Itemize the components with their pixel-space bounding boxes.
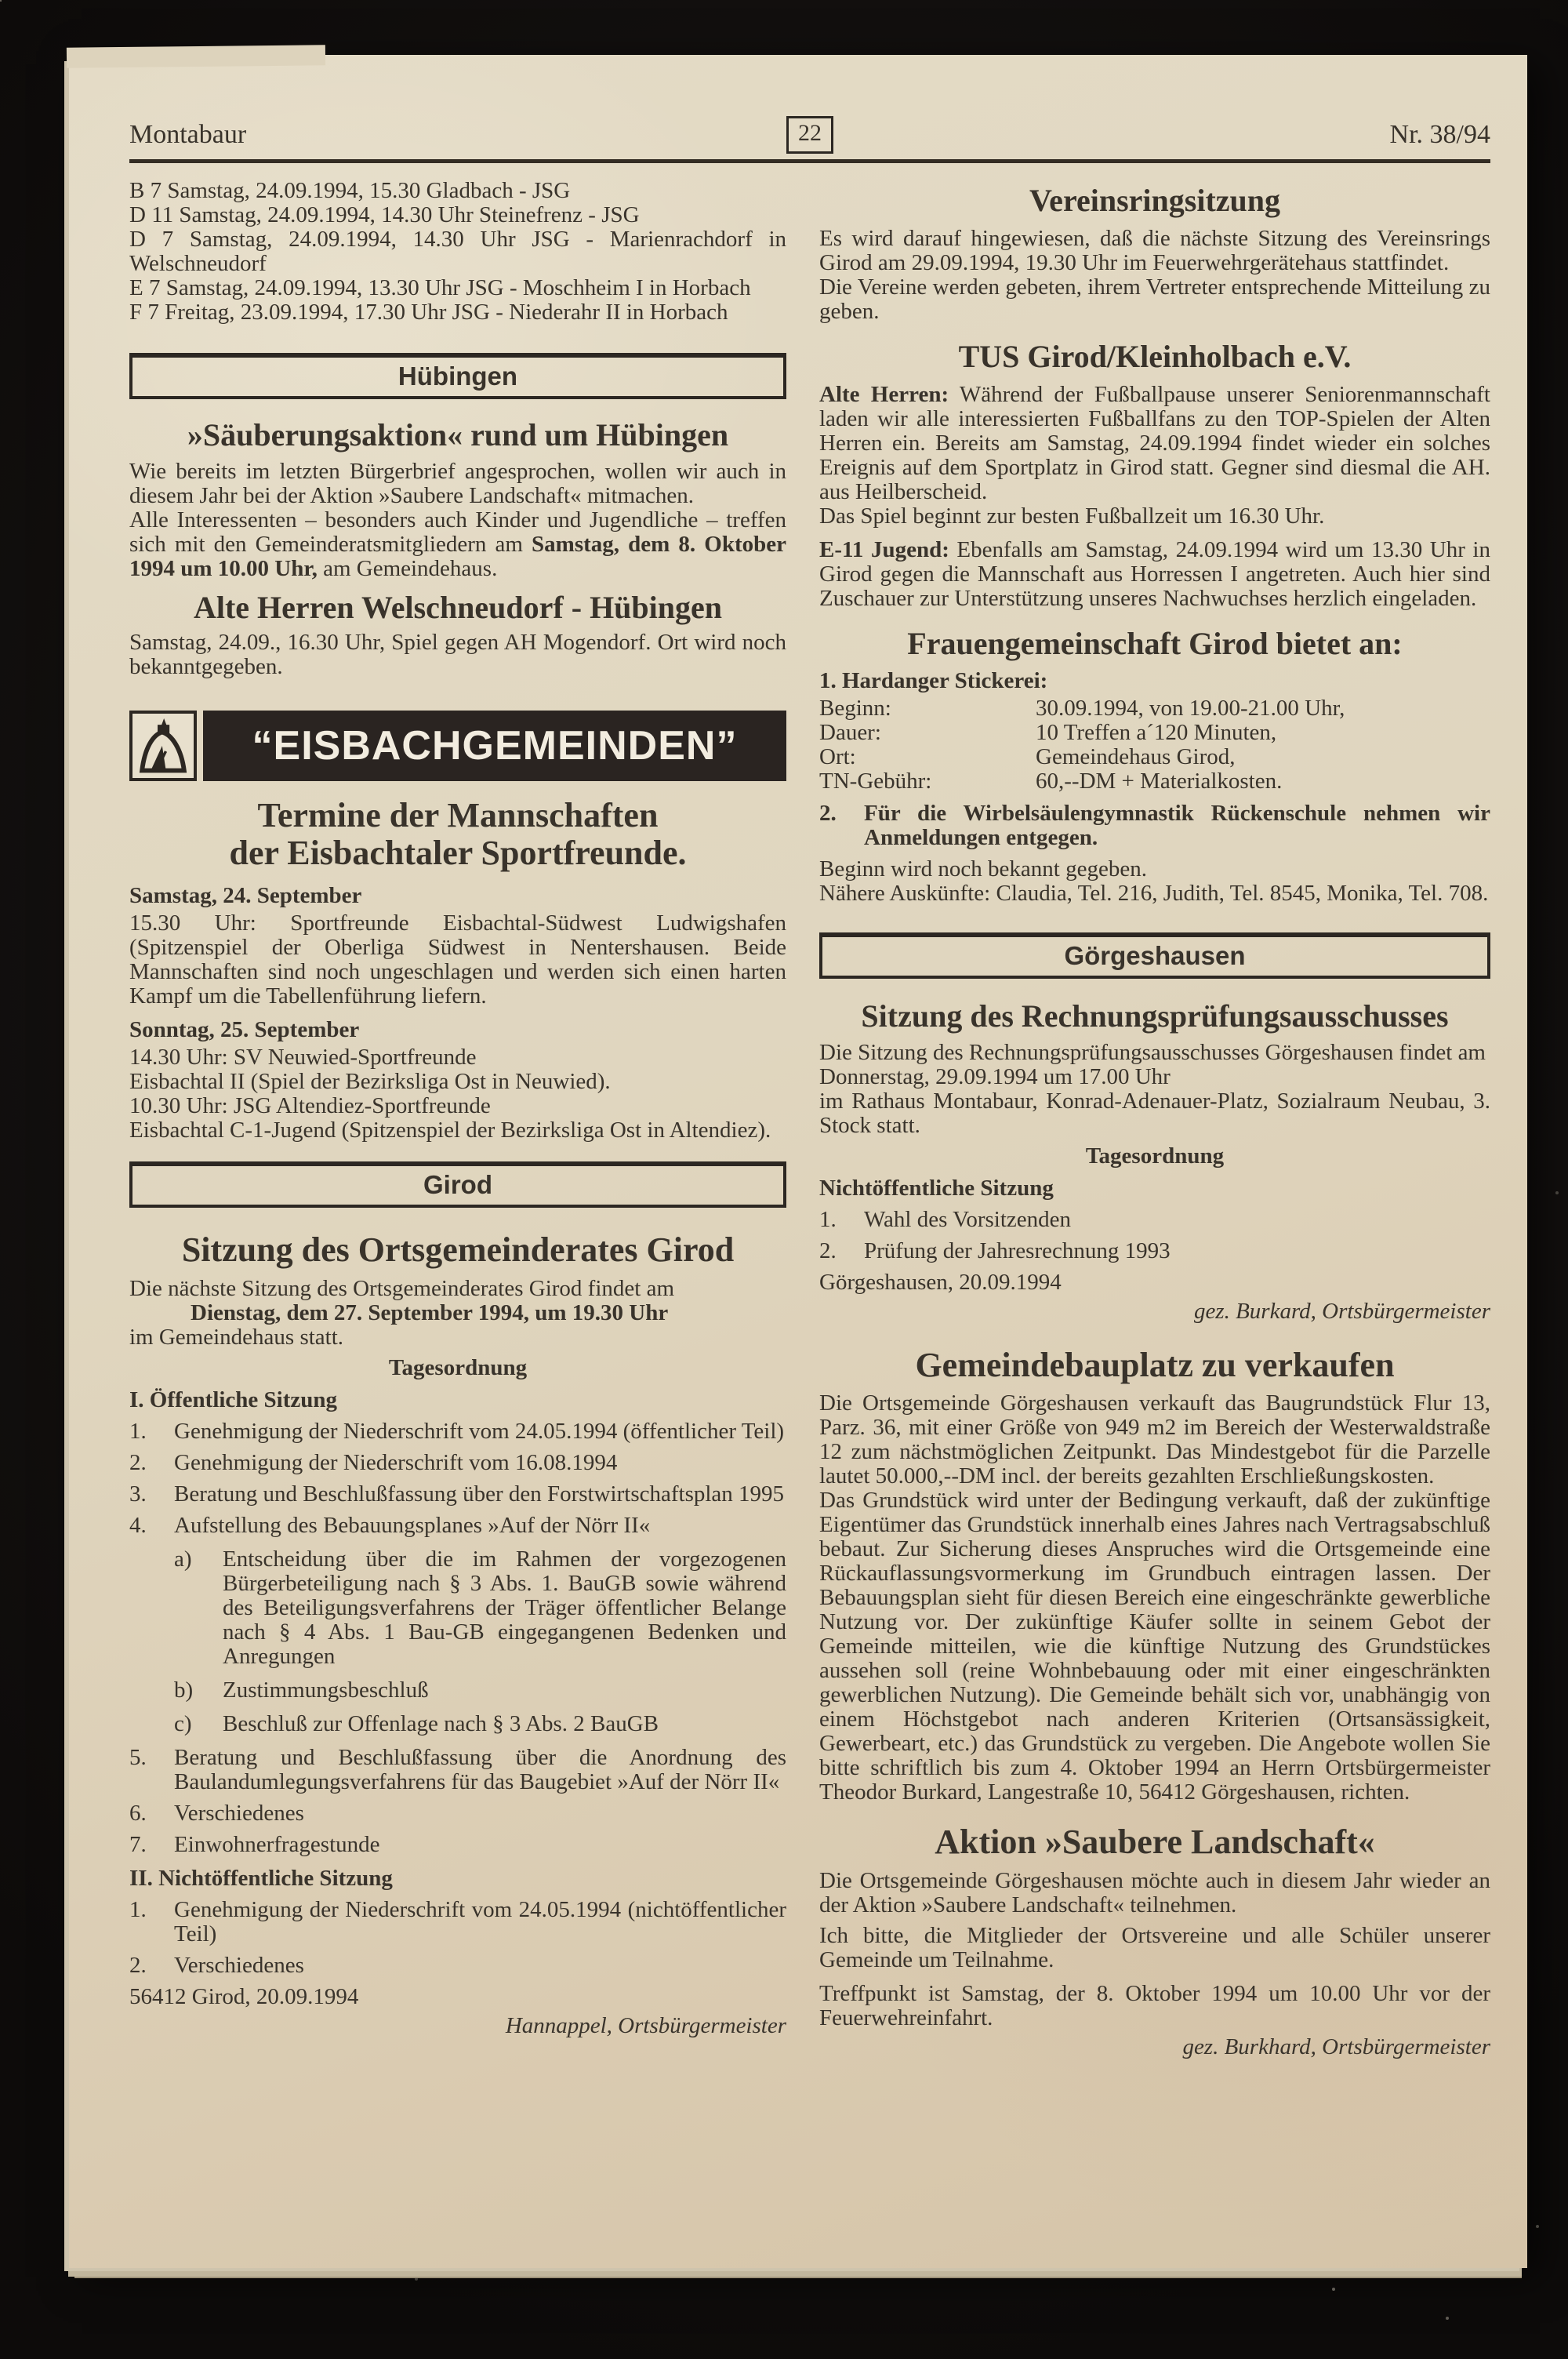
agenda-item — [129, 1746, 786, 1794]
agenda-item-number: a) — [174, 1546, 192, 1572]
frauen-offer-1-heading: 1. Hardanger Stickerei: — [819, 667, 1048, 693]
alte-herren-paragraph: Samstag, 24.09., 16.30 Uhr, Spiel gegen AH Mogendorf. Ort wird noch bekanntgegeben. — [129, 630, 786, 680]
agenda-item-text: Wahl des Vorsitzenden — [864, 1206, 1071, 1232]
page-header — [129, 122, 1490, 163]
aktion-paragraph-1: Die Ortsgemeinde Görgeshausen möchte auch in diesem Jahr wieder an der Aktion »Saubere Landschaft« teilnehmen. — [819, 1867, 1490, 1917]
page-number-box: 22 — [786, 116, 833, 154]
agenda-item-number: 2. — [819, 1238, 837, 1263]
agenda-item-text: Genehmigung der Niederschrift vom 24.05.1994 (nichtöffentlicher Teil) — [174, 1896, 786, 1946]
article-title-alte-herren: Alte Herren Welschneudorf - Hübingen — [193, 590, 723, 626]
agenda-item-number: 5. — [129, 1744, 147, 1770]
rechnung-location-line: im Rathaus Montabaur, Konrad-Adenauer-Platz, Sozialraum Neubau, 3. Stock statt. — [819, 1088, 1490, 1138]
rechnung-place-date: Görgeshausen, 20.09.1994 — [819, 1269, 1062, 1295]
underlying-page-edge — [67, 45, 325, 67]
article-title-aktion-saubere-landschaft: Aktion »Saubere Landschaft« — [935, 1823, 1375, 1862]
agenda-item-text: Aufstellung des Bebauungsplanes »Auf der Nörr II« — [174, 1512, 651, 1538]
verein-paragraph-1: Es wird darauf hingewiesen, daß die nächste Sitzung des Vereinsrings Girod am 29.09.1994, 19.30 Uhr im Feuerwehrgerätehaus stattfindet. — [819, 226, 1490, 276]
rechnung-agenda-heading: Tagesordnung — [1085, 1143, 1225, 1169]
newsletter-paper-page — [69, 55, 1527, 2268]
agenda-item-text: Beschluß zur Offenlage nach § 3 Abs. 2 BauGB — [223, 1710, 659, 1736]
article-title-gemeindebauplatz: Gemeindebauplatz zu verkaufen — [915, 1345, 1395, 1384]
agenda-item — [129, 1451, 786, 1475]
frauen-detail-row — [819, 745, 1490, 769]
girod-nonpublic-session-heading: II. Nichtöffentliche Sitzung — [129, 1865, 393, 1891]
termine-sunday-line: Eisbachtal II (Spiel der Bezirksliga Ost in Neuwied). — [129, 1069, 611, 1095]
eisbachgemeinden-banner — [129, 711, 786, 781]
girod-signature: Hannappel, Ortsbürgermeister — [505, 2012, 786, 2038]
frauen-detail-label: TN-Gebühr: — [819, 768, 932, 794]
agenda-item-text: Beratung und Beschlußfassung über den Forstwirtschaftsplan 1995 — [174, 1481, 785, 1507]
agenda-item-text: Genehmigung der Niederschrift vom 24.05.1994 (öffentlicher Teil) — [174, 1418, 785, 1444]
tus-alte-herren-paragraph — [819, 383, 1490, 504]
tus-e11-paragraph — [819, 538, 1490, 611]
bauplatz-paragraph-2: Das Grundstück wird unter der Bedingung verkauft, daß der zukünftige Eigentümer das Grundstück innerhalb eines Jahres nach Vertragsabschluß bebaut. Zur Sicherung dieses Anspruches wird die Ortsgemeinde eine Rückauflassungsvormerkung im Grundbuch eintragen lassen. Der Bebauungsplan sieht für diesen Bereich eine eingeschränkte gewerbliche Nutzung vor. Der zukünftige Käufer sollte in seinem Gebot der Gemeinde mitteilen, wie die künftige Nutzung des Grundstückes aussehen soll (reine Wohnbebauung oder mit einer eingeschränkten gewerblichen Nutzung). Die Gemeinde behält sich vor, unabhängig von einem Höchstgebot nach anderen Kriterien (Ortsansässigkeit, Gewerbeart, etc.) das Grundstück zu vergeben. Die Angebote wollen Sie bitte schriftlich bis zum 4. Oktober 1994 an Herrn Ortsbürgermeister Theodor Burkard, Langestraße 10, 56412 Görgeshausen, richten. — [819, 1488, 1490, 1805]
article-title-rechnungspruefung: Sitzung des Rechnungsprüfungsausschusses — [861, 998, 1449, 1034]
aktion-paragraph-2: Ich bitte, die Mitglieder der Ortsvereine und alle Schüler unserer Gemeinde um Teilnahme. — [819, 1922, 1490, 1972]
frauen-detail-row — [819, 769, 1490, 794]
frauen-offer-2-number: 2. — [819, 800, 837, 826]
agenda-item-text: Beratung und Beschlußfassung über die Anordnung des Baulandumlegungsverfahrens für das Baugebiet »Auf der Nörr II« — [174, 1744, 786, 1794]
frauen-detail-value: 60,--DM + Materialkosten. — [1036, 768, 1283, 794]
termine-sunday-line: Eisbachtal C-1-Jugend (Spitzenspiel der Bezirksliga Ost in Altendiez). — [129, 1118, 771, 1143]
match-entry: B 7 Samstag, 24.09.1994, 15.30 Gladbach - JSG — [129, 178, 571, 203]
tus-e11-lead: E-11 Jugend: — [819, 537, 949, 563]
termine-sunday-heading: Sonntag, 25. September — [129, 1017, 360, 1043]
right-column — [819, 179, 1490, 2082]
frauen-detail-label: Beginn: — [819, 695, 891, 721]
match-entry: E 7 Samstag, 24.09.1994, 13.30 Uhr JSG - Moschheim I in Horbach — [129, 275, 751, 300]
girod-public-session-heading: I. Öffentliche Sitzung — [129, 1387, 338, 1412]
header-issue: Nr. 38/94 — [1389, 120, 1490, 149]
agenda-item-number: 7. — [129, 1831, 147, 1857]
agenda-item-number: 1. — [819, 1206, 837, 1232]
agenda-item-text: Verschiedenes — [174, 1800, 304, 1826]
tus-alte-herren-text: Während der Fußballpause unserer Seniorenmannschaft laden wir alle interessierten Fußballfans zu den TOP-Spielen der Alten Herren ein. Bereits am Samstag, 24.09.1994 findet wieder ein solches Ereignis auf dem Sportplatz in Girod statt. Gegner sind diesmal die AH. aus Heilberscheid. — [819, 382, 1490, 505]
left-column — [129, 179, 786, 2061]
article-title-frauengemeinschaft: Frauengemeinschaft Girod bietet an: — [907, 626, 1403, 662]
match-entry: D 11 Samstag, 24.09.1994, 14.30 Uhr Steinefrenz - JSG — [129, 202, 640, 227]
rechnung-signature: gez. Burkard, Ortsbürgermeister — [1193, 1298, 1490, 1324]
girod-date-line: Dienstag, dem 27. September 1994, um 19.30 Uhr — [191, 1299, 669, 1325]
agenda-item — [129, 1898, 786, 1946]
match-entry: F 7 Freitag, 23.09.1994, 17.30 Uhr JSG - Niederahr II in Horbach — [129, 300, 728, 325]
rechnung-date-line: Donnerstag, 29.09.1994 um 17.00 Uhr — [819, 1063, 1171, 1089]
agenda-item — [819, 1239, 1490, 1263]
termine-saturday-paragraph: 15.30 Uhr: Sportfreunde Eisbachtal-Südwest Ludwigshafen (Spitzenspiel der Oberliga Südwest in Nentershausen. Beide Mannschaften sind noch ungeschlagen und werden sich einen harten Kampf um die Tabellenführung liefern. — [129, 911, 786, 1009]
frauen-detail-value: 10 Treffen a´120 Minuten, — [1036, 719, 1277, 745]
girod-place-date: 56412 Girod, 20.09.1994 — [129, 1983, 359, 2009]
hill-church-icon — [129, 711, 197, 781]
saeuberung-p2-text: Alle Interessenten – besonders auch Kinder und Jugendliche – treffen sich mit den Gemeinderatsmitgliedern am — [129, 507, 786, 558]
agenda-subitem — [174, 1678, 786, 1703]
agenda-item-text: Entscheidung über die im Rahmen der vorgezogenen Bürgerbeteiligung nach § 3 Abs. 1. BauGB sowie während des Beteiligungsverfahrens der Träger öffentlicher Belange nach § 4 Abs. 1 Bau-GB eingegangenen Bedenken und Anregungen — [223, 1546, 786, 1669]
tus-e11-text: Ebenfalls am Samstag, 24.09.1994 wird um 13.30 Uhr in Girod gegen die Mannschaft aus Horressen I angetreten. Auch hier sind Zuschauer zur Unterstützung unseres Nachwuchses herzlich eingeladen. — [819, 537, 1490, 612]
agenda-item-number: 1. — [129, 1418, 147, 1444]
girod-location-line: im Gemeindehaus statt. — [129, 1324, 344, 1350]
banner-title: “EISBACHGEMEINDEN” — [203, 711, 786, 781]
article-title-tus: TUS Girod/Kleinholbach e.V. — [958, 339, 1352, 375]
agenda-item-number: 3. — [129, 1481, 147, 1507]
agenda-item — [129, 1514, 786, 1538]
aktion-signature: gez. Burkhard, Ortsbürgermeister — [1182, 2034, 1490, 2059]
agenda-item — [129, 1954, 786, 1978]
article-title-vereinsringsitzung: Vereinsringsitzung — [1029, 183, 1281, 218]
bauplatz-paragraph-1: Die Ortsgemeinde Görgeshausen verkauft das Baugrundstück Flur 13, Parz. 36, mit einer Größe von 949 m2 im Bereich der Westerwaldstraße 12 zum nächstmöglichen Zeitpunkt. Das Mindestgebot für die Parzelle lautet 50.000,--DM incl. der bereits gezahlten Erschließungskosten. — [819, 1390, 1490, 1489]
header-place: Montabaur — [129, 120, 247, 149]
tus-kickoff-line: Das Spiel beginnt zur besten Fußballzeit um 16.30 Uhr. — [819, 503, 1325, 529]
termine-title-line2: der Eisbachtaler Sportfreunde. — [229, 833, 687, 872]
tus-alte-herren-lead: Alte Herren: — [819, 382, 949, 408]
agenda-subitem — [174, 1712, 786, 1736]
frauen-contact-note: Nähere Auskünfte: Claudia, Tel. 216, Judith, Tel. 8545, Monika, Tel. 708. — [819, 880, 1489, 906]
frauen-detail-row — [819, 721, 1490, 745]
saeuberung-p2-text-end: am Gemeindehaus. — [317, 556, 498, 582]
agenda-item-number: 2. — [129, 1952, 147, 1978]
agenda-item-number: 1. — [129, 1896, 147, 1922]
saeuberung-p2-bold-date: Samstag, dem 8. Oktober 1994 um 10.00 Uhr, — [129, 532, 786, 582]
agenda-item-number: 6. — [129, 1800, 147, 1826]
frauen-offer-2 — [819, 801, 1490, 850]
agenda-item — [129, 1482, 786, 1507]
termine-sunday-line: 10.30 Uhr: JSG Altendiez-Sportfreunde — [129, 1093, 491, 1119]
agenda-item — [129, 1419, 786, 1444]
article-title-saeuberungsaktion: »Säuberungsaktion« rund um Hübingen — [187, 417, 729, 453]
agenda-item-text: Prüfung der Jahresrechnung 1993 — [864, 1238, 1171, 1263]
frauen-detail-label: Dauer: — [819, 719, 881, 745]
agenda-item-text: Einwohnerfragestunde — [174, 1831, 380, 1857]
agenda-item-number: b) — [174, 1677, 194, 1703]
section-header-girod: Girod — [129, 1161, 786, 1208]
frauen-offer-2-text: Für die Wirbelsäulengymnastik Rückenschule nehmen wir Anmeldungen entgegen. — [864, 800, 1490, 850]
section-header-goergeshausen: Görgeshausen — [819, 932, 1490, 979]
frauen-detail-label: Ort: — [819, 743, 856, 769]
rechnung-intro-line: Die Sitzung des Rechnungsprüfungsausschusses Görgeshausen findet am — [819, 1039, 1486, 1065]
frauen-detail-value: 30.09.1994, von 19.00-21.00 Uhr, — [1036, 695, 1345, 721]
termine-title-line1: Termine der Mannschaften — [257, 796, 659, 835]
aktion-paragraph-3: Treffpunkt ist Samstag, der 8. Oktober 1994 um 10.00 Uhr vor der Feuerwehreinfahrt. — [819, 1980, 1490, 2030]
article-title-sitzung-girod: Sitzung des Ortsgemeinderates Girod — [181, 1230, 735, 1270]
termine-sunday-line: 14.30 Uhr: SV Neuwied-Sportfreunde — [129, 1045, 477, 1070]
agenda-item-number: 2. — [129, 1449, 147, 1475]
termine-saturday-heading: Samstag, 24. September — [129, 883, 362, 909]
scan-dust-specks — [0, 0, 2, 2]
frauen-detail-value: Gemeindehaus Girod, — [1036, 743, 1236, 769]
saeuberung-paragraph-1: Wie bereits im letzten Bürgerbrief angesprochen, wollen wir auch in diesem Jahr bei der Aktion »Saubere Landschaft« mitmachen. — [129, 459, 786, 509]
girod-intro-line: Die nächste Sitzung des Ortsgemeinderates Girod findet am — [129, 1275, 674, 1301]
match-entry: D 7 Samstag, 24.09.1994, 14.30 Uhr JSG - Marienrachdorf in Welschneudorf — [129, 227, 786, 276]
agenda-subitem — [174, 1547, 786, 1669]
section-header-huebingen: Hübingen — [129, 353, 786, 399]
verein-paragraph-2: Die Vereine werden gebeten, ihrem Vertreter entsprechende Mitteilung zu geben. — [819, 274, 1490, 325]
agenda-item-text: Zustimmungsbeschluß — [223, 1677, 429, 1703]
frauen-detail-row — [819, 696, 1490, 721]
agenda-item — [129, 1801, 786, 1826]
frauen-begin-note: Beginn wird noch bekannt gegeben. — [819, 856, 1147, 881]
agenda-item — [129, 1833, 786, 1857]
agenda-item — [819, 1208, 1490, 1232]
agenda-item-text: Genehmigung der Niederschrift vom 16.08.1994 — [174, 1449, 618, 1475]
agenda-item-number: 4. — [129, 1512, 147, 1538]
rechnung-session-type: Nichtöffentliche Sitzung — [819, 1175, 1054, 1201]
agenda-item-text: Verschiedenes — [174, 1952, 304, 1978]
girod-agenda-heading: Tagesordnung — [388, 1354, 528, 1380]
saeuberung-paragraph-2 — [129, 508, 786, 581]
agenda-item-number: c) — [174, 1710, 192, 1736]
